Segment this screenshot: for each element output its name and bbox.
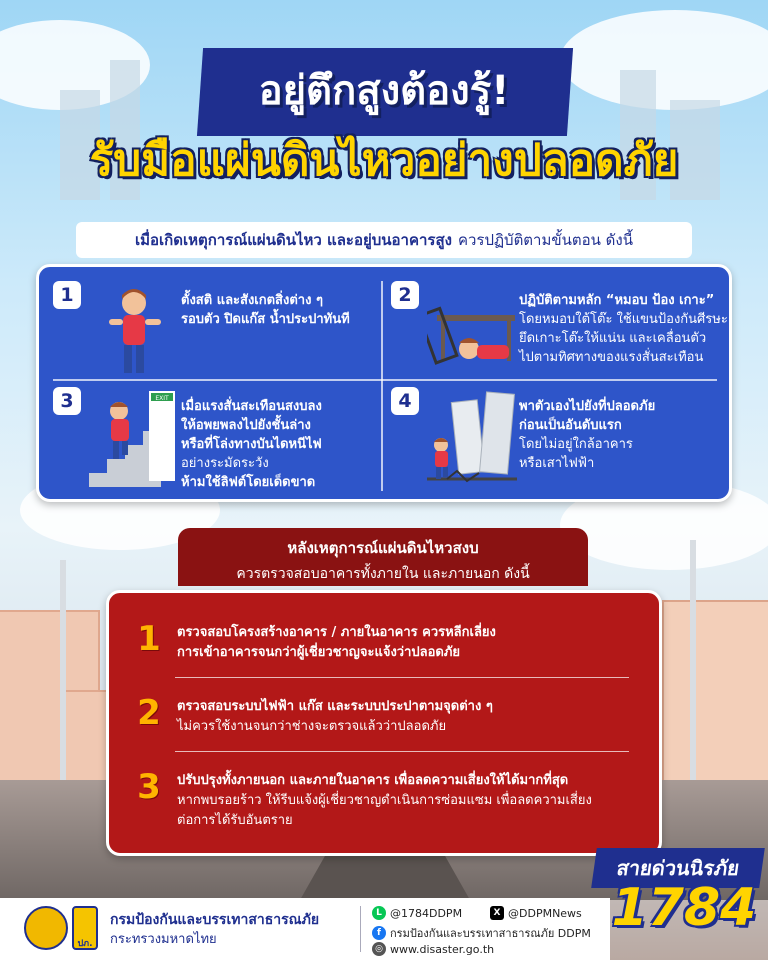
step-text-line: ตรวจสอบโครงสร้างอาคาร / ภายในอาคาร ควรหลีกเลี่ยง xyxy=(177,625,496,640)
exit-sign-label: EXIT xyxy=(155,395,169,402)
step-number: 3 xyxy=(137,767,161,807)
step-number: 2 xyxy=(391,281,419,309)
step-text-line: ตั้งสติ และสังเกตสิ่งต่าง ๆ xyxy=(181,293,323,308)
line-contact[interactable] xyxy=(372,906,462,920)
step-text-line: ยึดเกาะโต๊ะให้แน่น และเคลื่อนตัว xyxy=(519,331,707,346)
divider xyxy=(175,677,629,678)
step-1 xyxy=(53,281,383,389)
section1-header-bold: เมื่อเกิดเหตุการณ์แผ่นดินไหว และอยู่บนอาคารสูง xyxy=(135,231,452,249)
divider xyxy=(175,751,629,752)
title-line-1: อยู่ตึกสูงต้องรู้! xyxy=(258,68,510,114)
section2-header xyxy=(178,528,588,586)
x-contact[interactable] xyxy=(490,906,582,920)
step-3 xyxy=(53,387,383,495)
step-text xyxy=(519,397,729,473)
step-text xyxy=(181,291,391,329)
x-icon: X xyxy=(490,906,504,920)
collapsing-buildings-icon xyxy=(427,387,517,487)
hotline-number: 1784 xyxy=(611,878,757,938)
step-4 xyxy=(391,387,721,495)
step-text-line: หรือเสาไฟฟ้า xyxy=(519,456,595,471)
divider xyxy=(360,906,361,952)
section1-header-rest: ควรปฏิบัติตามขั้นตอน ดังนี้ xyxy=(457,231,633,249)
org-line-1: กรมป้องกันและบรรเทาสาธารณภัย xyxy=(110,912,320,928)
person-alert-icon xyxy=(89,281,179,381)
org-line-2: กระทรวงมหาดไทย xyxy=(110,932,217,947)
during-quake-steps-panel xyxy=(36,264,732,502)
step-text-line: การเข้าอาคารจนกว่าผู้เชี่ยวชาญจะแจ้งว่าปลอดภัย xyxy=(177,645,461,660)
section1-header xyxy=(76,222,692,258)
step-text-line: อย่างระมัดระวัง xyxy=(181,456,269,471)
section2-header-line1: หลังเหตุการณ์แผ่นดินไหวสงบ xyxy=(287,539,479,557)
ddpm-logo: ปภ. xyxy=(72,906,98,950)
step-text-line: ให้อพยพลงไปยังชั้นล่าง xyxy=(181,418,311,433)
step-number: 1 xyxy=(137,619,161,659)
step-text xyxy=(177,697,647,737)
step-text-line: ก่อนเป็นอันดับแรก xyxy=(519,418,622,433)
step-text-line: หรือที่โล่งทางบันไดหนีไฟ xyxy=(181,437,322,452)
step-text xyxy=(177,771,647,831)
step-text-line: รอบตัว ปิดแก๊ส น้ำประปาทันที xyxy=(181,312,350,327)
step-text-line: ปฏิบัติตามหลัก “หมอบ ป้อง เกาะ” xyxy=(519,293,715,308)
line-icon: L xyxy=(372,906,386,920)
step-number: 2 xyxy=(137,693,161,733)
facebook-icon: f xyxy=(372,926,386,940)
step-text-line: ไปตามทิศทางของแรงสั่นสะเทือน xyxy=(519,350,704,365)
title-line-2: รับมือแผ่นดินไหวอย่างปลอดภัย xyxy=(89,135,679,186)
step-text-line: โดยหมอบใต้โต๊ะ ใช้แขนป้องกันศีรษะ xyxy=(519,312,728,327)
step-text-line: ต่อการได้รับอันตราย xyxy=(177,813,293,828)
x-handle: @DDPMNews xyxy=(508,906,582,920)
line-handle: @1784DDPM xyxy=(390,906,463,920)
step-number: 4 xyxy=(391,387,419,415)
step-number: 1 xyxy=(53,281,81,309)
organization-name xyxy=(110,910,319,950)
website-url: www.disaster.go.th xyxy=(390,942,495,956)
website-contact[interactable] xyxy=(372,942,494,956)
step-text xyxy=(181,397,391,492)
hotline-label: สายด่วนนิรภัย xyxy=(591,848,765,888)
after-quake-steps-panel xyxy=(106,590,662,856)
facebook-contact[interactable] xyxy=(372,924,591,942)
street-lamp xyxy=(60,560,66,780)
street-lamp xyxy=(690,540,696,780)
facebook-page: กรมป้องกันและบรรเทาสาธารณภัย DDPM xyxy=(390,927,591,940)
step-text-line: ปรับปรุงทั้งภายนอก และภายในอาคาร เพื่อลดความเสี่ยงให้ได้มากที่สุด xyxy=(177,773,569,788)
footer xyxy=(0,898,610,960)
person-under-table-icon xyxy=(427,281,517,381)
section2-header-line2: ควรตรวจสอบอาคารทั้งภายใน และภายนอก ดังนี้ xyxy=(236,566,530,582)
step-text xyxy=(177,623,647,663)
step-text xyxy=(519,291,729,367)
step-text-line: ไม่ควรใช้งานจนกว่าช่างจะตรวจแล้วว่าปลอดภัย xyxy=(177,719,447,734)
stairs-exit-icon xyxy=(89,387,179,487)
step-number: 3 xyxy=(53,387,81,415)
step-text-line: เมื่อแรงสั่นสะเทือนสงบลง xyxy=(181,399,322,414)
step-text-line: หากพบรอยร้าว ให้รีบแจ้งผู้เชี่ยวชาญดำเนินการซ่อมแซม เพื่อลดความเสี่ยง xyxy=(177,793,592,808)
step-text-line: ตรวจสอบระบบไฟฟ้า แก๊ส และระบบประปาตามจุดต่าง ๆ xyxy=(177,699,493,714)
step-text-line: พาตัวเองไปยังที่ปลอดภัย xyxy=(519,399,656,414)
ministry-seal-logo xyxy=(24,906,68,950)
step-2 xyxy=(391,281,728,389)
step-text-line: โดยไม่อยู่ใกล้อาคาร xyxy=(519,437,633,452)
globe-icon: ◎ xyxy=(372,942,386,956)
step-text-line: ห้ามใช้ลิฟต์โดยเด็ดขาด xyxy=(181,475,316,490)
